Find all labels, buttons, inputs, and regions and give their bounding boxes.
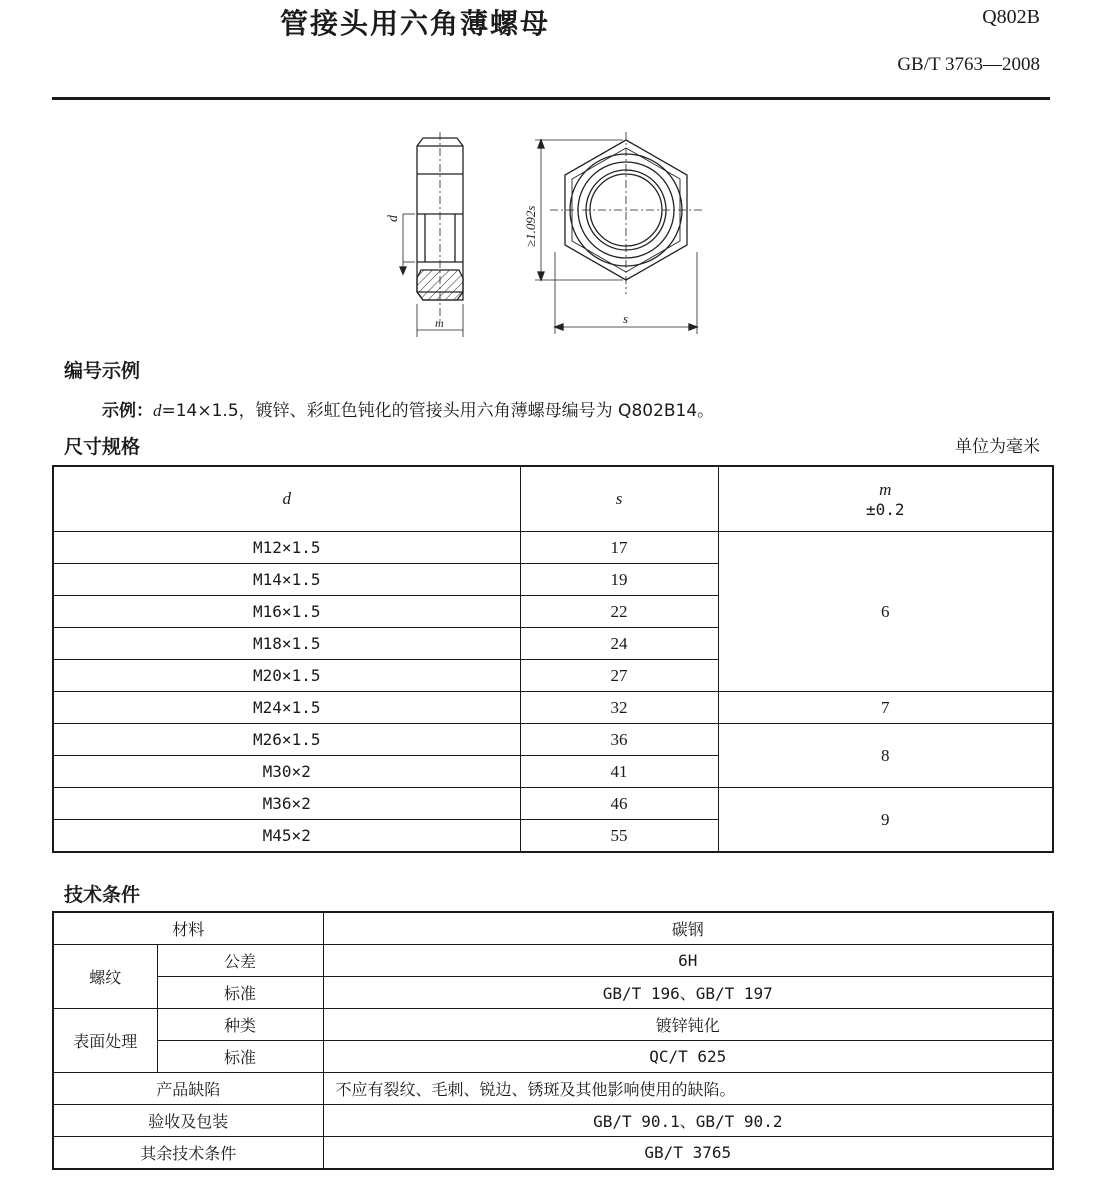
standard-number: GB/T 3763—2008 — [897, 54, 1040, 75]
example-heading: 编号示例 — [64, 360, 141, 382]
defect-label: 产品缺陷 — [53, 1073, 323, 1105]
nut-technical-drawing — [385, 122, 715, 342]
thread-standard-label: 标准 — [157, 977, 323, 1009]
cell-s: 41 — [520, 756, 718, 788]
table-row — [53, 945, 1053, 977]
side-view — [400, 132, 463, 337]
table-row — [53, 1073, 1053, 1105]
size-table — [52, 465, 1054, 853]
surface-standard-value: QC/T 625 — [323, 1041, 1053, 1073]
cell-d: M24×1.5 — [53, 692, 520, 724]
cell-d: M12×1.5 — [53, 532, 520, 564]
header-rule — [52, 97, 1050, 100]
table-row — [53, 692, 1053, 724]
cell-d: M16×1.5 — [53, 596, 520, 628]
document-title: 管接头用六角薄螺母 — [280, 7, 551, 40]
table-row — [53, 1105, 1053, 1137]
table-row — [53, 977, 1053, 1009]
table-row — [53, 1137, 1053, 1170]
label-s: s — [623, 311, 629, 326]
surface-label: 表面处理 — [53, 1009, 157, 1073]
table-row — [53, 1041, 1053, 1073]
table-row — [53, 912, 1053, 945]
example-body: =14×1.5，镀锌、彩虹色钝化的管接头用六角薄螺母编号为 Q802B14。 — [161, 401, 715, 421]
cell-m: 9 — [718, 788, 1053, 853]
cell-d: M45×2 — [53, 820, 520, 853]
header-s: s — [520, 466, 718, 532]
cell-s: 36 — [520, 724, 718, 756]
label-e: ≥1.092s — [523, 205, 538, 247]
front-view — [535, 132, 703, 334]
cell-d: M18×1.5 — [53, 628, 520, 660]
example-label: 示例： — [102, 401, 153, 421]
thread-standard-value: GB/T 196、GB/T 197 — [323, 977, 1053, 1009]
surface-type-label: 种类 — [157, 1009, 323, 1041]
example-var: d — [153, 401, 162, 420]
table-row — [53, 532, 1053, 564]
cell-d: M26×1.5 — [53, 724, 520, 756]
cell-s: 46 — [520, 788, 718, 820]
unit-note: 单位为毫米 — [955, 437, 1040, 457]
tolerance-value: 6H — [323, 945, 1053, 977]
table-header-row — [53, 466, 1053, 532]
cell-s: 32 — [520, 692, 718, 724]
cell-s: 19 — [520, 564, 718, 596]
tech-table — [52, 911, 1054, 1170]
other-conditions-label: 其余技术条件 — [53, 1137, 323, 1170]
header-m-label: m — [879, 479, 892, 499]
inspection-label: 验收及包装 — [53, 1105, 323, 1137]
cell-s: 55 — [520, 820, 718, 853]
inspection-value: GB/T 90.1、GB/T 90.2 — [323, 1105, 1053, 1137]
cell-m: 6 — [718, 532, 1053, 692]
cell-s: 24 — [520, 628, 718, 660]
header-d: d — [53, 466, 520, 532]
surface-standard-label: 标准 — [157, 1041, 323, 1073]
size-heading: 尺寸规格 — [64, 436, 141, 458]
table-row — [53, 724, 1053, 756]
header-m — [718, 466, 1053, 532]
cell-d: M14×1.5 — [53, 564, 520, 596]
cell-d: M36×2 — [53, 788, 520, 820]
document-code: Q802B — [982, 6, 1040, 28]
table-row — [53, 788, 1053, 820]
table-row — [53, 1009, 1053, 1041]
tolerance-label: 公差 — [157, 945, 323, 977]
header-m-tolerance: ±0.2 — [865, 499, 905, 519]
cell-s: 22 — [520, 596, 718, 628]
cell-m: 7 — [718, 692, 1053, 724]
label-d: d — [386, 215, 401, 222]
label-m: m — [435, 316, 444, 330]
cell-d: M20×1.5 — [53, 660, 520, 692]
material-label: 材料 — [53, 912, 323, 945]
tech-heading: 技术条件 — [64, 884, 141, 906]
cell-m: 8 — [718, 724, 1053, 788]
example-text — [102, 396, 714, 421]
thread-label: 螺纹 — [53, 945, 157, 1009]
material-value: 碳钢 — [323, 912, 1053, 945]
defect-value: 不应有裂纹、毛刺、锐边、锈斑及其他影响使用的缺陷。 — [323, 1073, 1053, 1105]
cell-d: M30×2 — [53, 756, 520, 788]
surface-type-value: 镀锌钝化 — [323, 1009, 1053, 1041]
other-conditions-value: GB/T 3765 — [323, 1137, 1053, 1170]
cell-s: 27 — [520, 660, 718, 692]
cell-s: 17 — [520, 532, 718, 564]
